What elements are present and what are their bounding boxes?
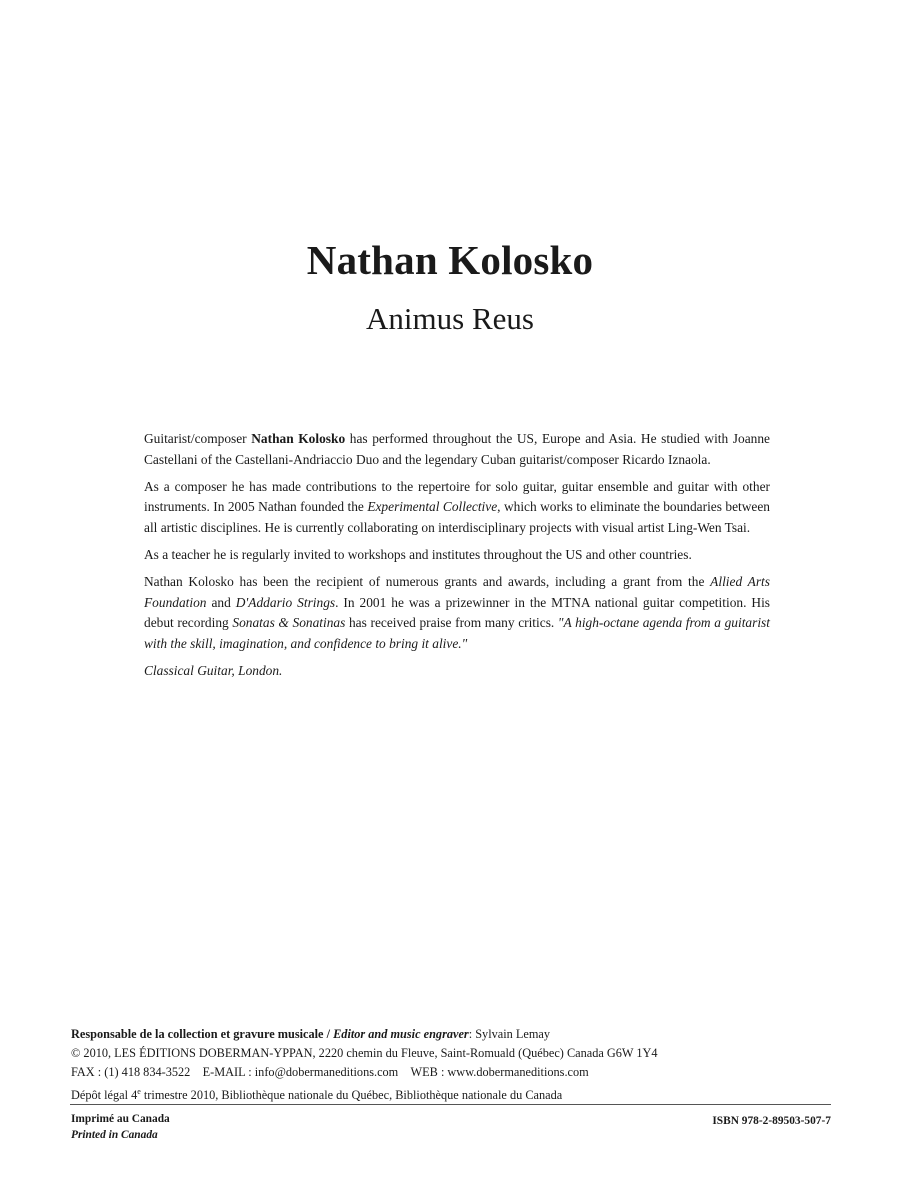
publisher-credits bbox=[71, 1025, 831, 1105]
editor-line bbox=[71, 1025, 831, 1044]
bio-paragraph-2 bbox=[144, 477, 770, 539]
editor-label-fr: Responsable de la collection et gravure musicale bbox=[71, 1027, 324, 1041]
printed-in bbox=[71, 1111, 170, 1143]
deposit-text: trimestre 2010, Bibliothèque nationale du Québec, Bibliothèque nationale du Canada bbox=[140, 1088, 563, 1103]
editor-label-en: Editor and music engraver bbox=[333, 1027, 469, 1041]
footer-divider bbox=[70, 1104, 831, 1105]
bio-paragraph-1 bbox=[144, 429, 770, 471]
editor-colon: : bbox=[468, 1027, 476, 1041]
copyright-line: © 2010, LES ÉDITIONS DOBERMAN-YPPAN, 2220 chemin du Fleuve, Saint-Romuald (Québec) Canada G6W 1Y4 bbox=[71, 1046, 658, 1060]
fax-number: FAX : (1) 418 834-3522 bbox=[71, 1065, 191, 1079]
label-separator: / bbox=[323, 1027, 334, 1041]
website: WEB : www.dobermaneditions.com bbox=[410, 1065, 589, 1079]
printed-in-fr: Imprimé au Canada bbox=[71, 1113, 170, 1125]
printed-in-en: Printed in Canada bbox=[71, 1129, 158, 1141]
bio-text: and bbox=[206, 594, 236, 610]
bio-text: , which works to eliminate the boundaries between all artistic disciplines. He is currently collaborating on interdisciplinary projects with visual artist Ling-Wen Tsai. bbox=[144, 499, 770, 536]
composer-biography bbox=[144, 429, 770, 688]
bio-composer-name: Nathan Kolosko bbox=[251, 431, 346, 446]
bio-text: As a composer he has made contributions to the repertoire for solo guitar, guitar ensemble and guitar with other instruments. In 2005 Nathan founded the bbox=[144, 478, 770, 515]
bio-text: Nathan Kolosko has been the recipient of numerous grants and awards, including a grant from the bbox=[144, 573, 711, 589]
editor-name: Sylvain Lemay bbox=[475, 1027, 551, 1041]
bio-text: . In 2001 he was a prizewinner in the MTNA national guitar competition. His debut recording bbox=[144, 594, 770, 631]
bio-text: Guitarist/composer bbox=[144, 431, 252, 446]
composer-name: Nathan Kolosko bbox=[306, 237, 594, 283]
strings-name: D'Addario Strings bbox=[235, 594, 336, 610]
work-title: Animus Reus bbox=[366, 301, 534, 336]
collective-name: Experimental Collective bbox=[367, 499, 498, 515]
isbn: ISBN 978-2-89503-507-7 bbox=[712, 1115, 831, 1127]
deposit-text: Dépôt légal 4 bbox=[71, 1088, 138, 1103]
foundation-name: Allied Arts Foundation bbox=[144, 573, 770, 610]
bio-paragraph-4 bbox=[144, 572, 770, 655]
legal-deposit-line bbox=[71, 1082, 831, 1105]
ordinal-superscript: e bbox=[137, 1087, 141, 1096]
contact-line bbox=[71, 1063, 831, 1082]
bio-paragraph-3: As a teacher he is regularly invited to workshops and institutes throughout the US and other countries. bbox=[144, 546, 692, 562]
bio-text: has received praise from many critics. bbox=[345, 615, 558, 631]
bio-text: has performed throughout the US, Europe and Asia. He studied with Joanne Castellani of the Castellani-Andriaccio Duo and the legendary Cuban guitarist/composer Ricardo Iznaola. bbox=[144, 431, 770, 467]
review-quote: "A high-octane agenda from a guitarist with the skill, imagination, and confidence to bring it alive." bbox=[144, 615, 770, 652]
email-address: E-MAIL : info@dobermaneditions.com bbox=[202, 1065, 399, 1079]
recording-title: Sonatas & Sonatinas bbox=[232, 615, 346, 631]
quote-source: Classical Guitar, London. bbox=[144, 662, 283, 678]
